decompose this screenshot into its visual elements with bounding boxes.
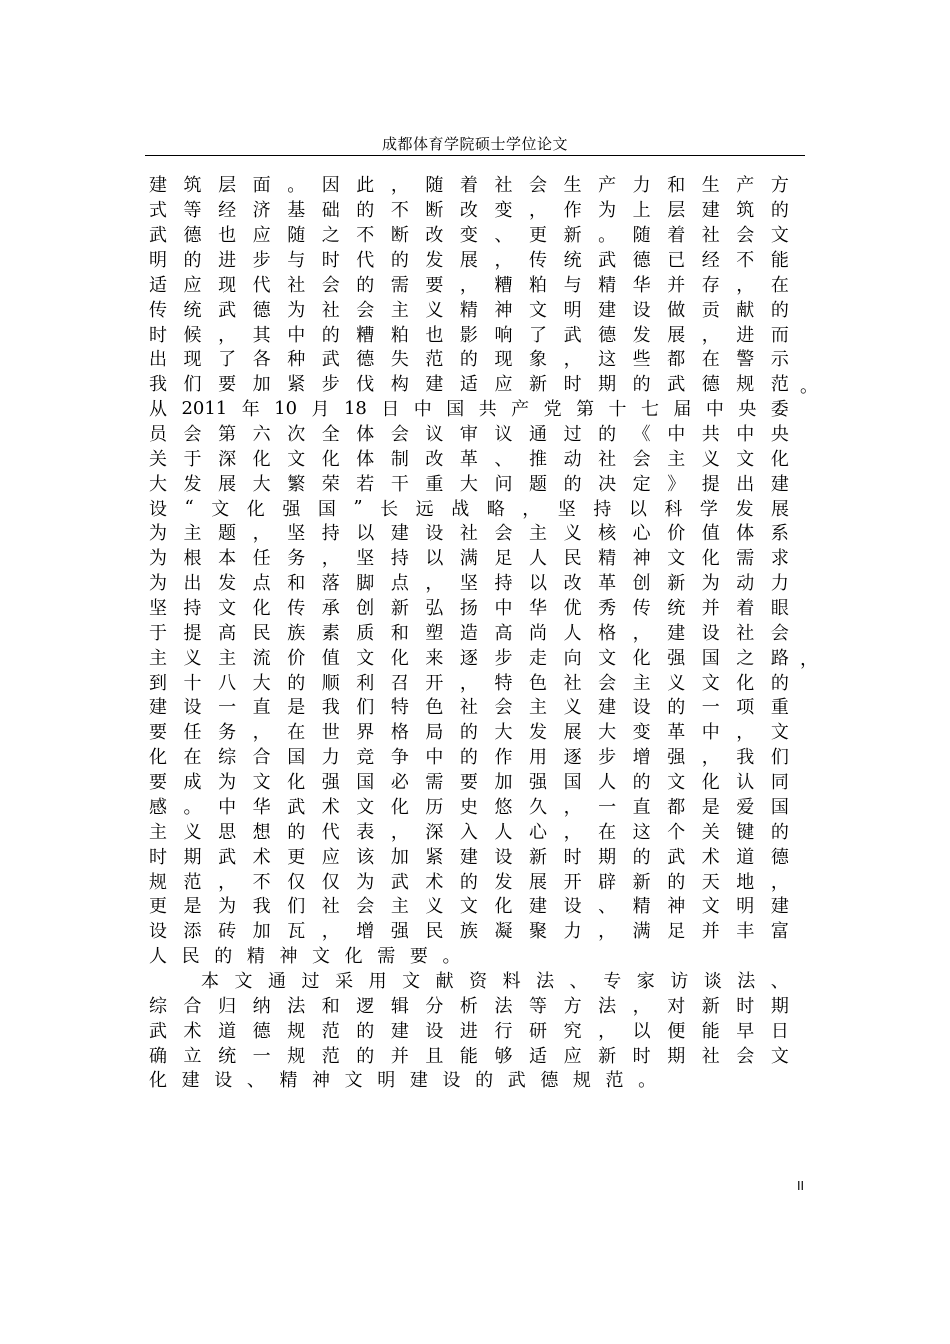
text-line: 建 筑 层 面 。 因 此 ， 随 着 社 会 生 产 力 和 生 产 方 [149, 175, 789, 197]
text-line: 设 “ 文 化 强 国 ” 长 远 战 略 ， 坚 持 以 科 学 发 展 [149, 497, 789, 520]
text-line: 大 发 展 大 繁 荣 若 干 重 大 问 题 的 决 定 》 提 出 建 [149, 473, 789, 495]
text-line: 本 文 通 过 采 用 文 献 资 料 法 、 专 家 访 谈 法 、 [201, 970, 789, 992]
page-number: II [797, 1179, 805, 1193]
text-line: 设 添 砖 加 瓦 ， 增 强 民 族 凝 聚 力 ， 满 足 并 丰 富 [149, 921, 789, 943]
body-text [149, 172, 789, 1092]
text-line: 综 合 归 纳 法 和 逻 辑 分 析 法 等 方 法 ， 对 新 时 期 [149, 995, 789, 1017]
text-line: 为 根 本 任 务 ， 坚 持 以 满 足 人 民 精 神 文 化 需 求 [149, 548, 789, 570]
line-end-period: 。 [800, 376, 818, 397]
text-line: 传 统 武 德 为 社 会 主 义 精 神 文 明 建 设 做 贡 献 的 [149, 299, 789, 321]
text-line: 适 应 现 代 社 会 的 需 要 ， 糟 粕 与 精 华 并 存 ， 在 [149, 274, 789, 296]
text-line: 明 的 进 步 与 时 代 的 发 展 ， 传 统 武 德 已 经 不 能 [149, 250, 789, 272]
text-line: 主 义 思 想 的 代 表 ， 深 入 人 心 ， 在 这 个 关 键 的 [149, 821, 789, 843]
text-line: 我 们 要 加 紧 步 伐 构 建 适 应 新 时 期 的 武 德 规 范 [149, 374, 789, 396]
text-line: 武 德 也 应 随 之 不 断 改 变 、 更 新 。 随 着 社 会 文 [149, 225, 789, 247]
text-line: 于 提 高 民 族 素 质 和 塑 造 高 尚 人 格 ， 建 设 社 会 [149, 622, 789, 644]
header-divider [145, 155, 805, 156]
text-line: 人 民 的 精 神 文 化 需 要 。 [149, 946, 476, 968]
text-line: 要 任 务 ， 在 世 界 格 局 的 大 发 展 大 变 革 中 ， 文 [149, 722, 789, 744]
text-line: 关 于 深 化 文 化 体 制 改 革 、 推 动 社 会 主 义 文 化 [149, 448, 789, 470]
text-line: 员 会 第 六 次 全 体 会 议 审 议 通 过 的 《 中 共 中 央 [149, 424, 789, 446]
text-line: 为 主 题 ， 坚 持 以 建 设 社 会 主 义 核 心 价 值 体 系 [149, 523, 789, 545]
line-end-comma: ， [800, 649, 818, 670]
page-header-title: 成都体育学院硕士学位论文 [381, 135, 568, 153]
text-line: 主 义 主 流 价 值 文 化 来 逐 步 走 向 文 化 强 国 之 路 [149, 647, 789, 669]
text-line: 规 范 ， 不 仅 仅 为 武 术 的 发 展 开 辟 新 的 天 地 ， [149, 871, 789, 893]
text-line: 从 2011 年 10 月 18 日 中 国 共 产 党 第 十 七 届 中 央 委 [149, 397, 789, 421]
text-line: 要 成 为 文 化 强 国 必 需 要 加 强 国 人 的 文 化 认 同 [149, 772, 789, 794]
text-line: 坚 持 文 化 传 承 创 新 弘 扬 中 华 优 秀 传 统 并 着 眼 [149, 598, 789, 620]
text-line: 建 设 一 直 是 我 们 特 色 社 会 主 义 建 设 的 一 项 重 [149, 697, 789, 719]
text-line: 时 候 ， 其 中 的 糟 粕 也 影 响 了 武 德 发 展 ， 进 而 [149, 324, 789, 346]
text-line: 时 期 武 术 更 应 该 加 紧 建 设 新 时 期 的 武 术 道 德 [149, 846, 789, 868]
text-line: 更 是 为 我 们 社 会 主 义 文 化 建 设 、 精 神 文 明 建 [149, 896, 789, 918]
text-line: 化 在 综 合 国 力 竞 争 中 的 作 用 逐 步 增 强 ， 我 们 [149, 747, 789, 769]
text-line: 出 现 了 各 种 武 德 失 范 的 现 象 ， 这 些 都 在 警 示 [149, 349, 789, 371]
text-line: 为 出 发 点 和 落 脚 点 ， 坚 持 以 改 革 创 新 为 动 力 [149, 573, 789, 595]
text-line: 感 。 中 华 武 术 文 化 历 史 悠 久 ， 一 直 都 是 爱 国 [149, 796, 789, 818]
text-line: 到 十 八 大 的 顺 利 召 开 ， 特 色 社 会 主 义 文 化 的 [149, 672, 789, 694]
text-line: 化 建 设 、 精 神 文 明 建 设 的 武 德 规 范 。 [149, 1070, 671, 1092]
text-line: 确 立 统 一 规 范 的 并 且 能 够 适 应 新 时 期 社 会 文 [149, 1045, 789, 1067]
text-line: 式 等 经 济 基 础 的 不 断 改 变 ， 作 为 上 层 建 筑 的 [149, 200, 789, 222]
text-line: 武 术 道 德 规 范 的 建 设 进 行 研 究 ， 以 便 能 早 日 [149, 1020, 789, 1042]
